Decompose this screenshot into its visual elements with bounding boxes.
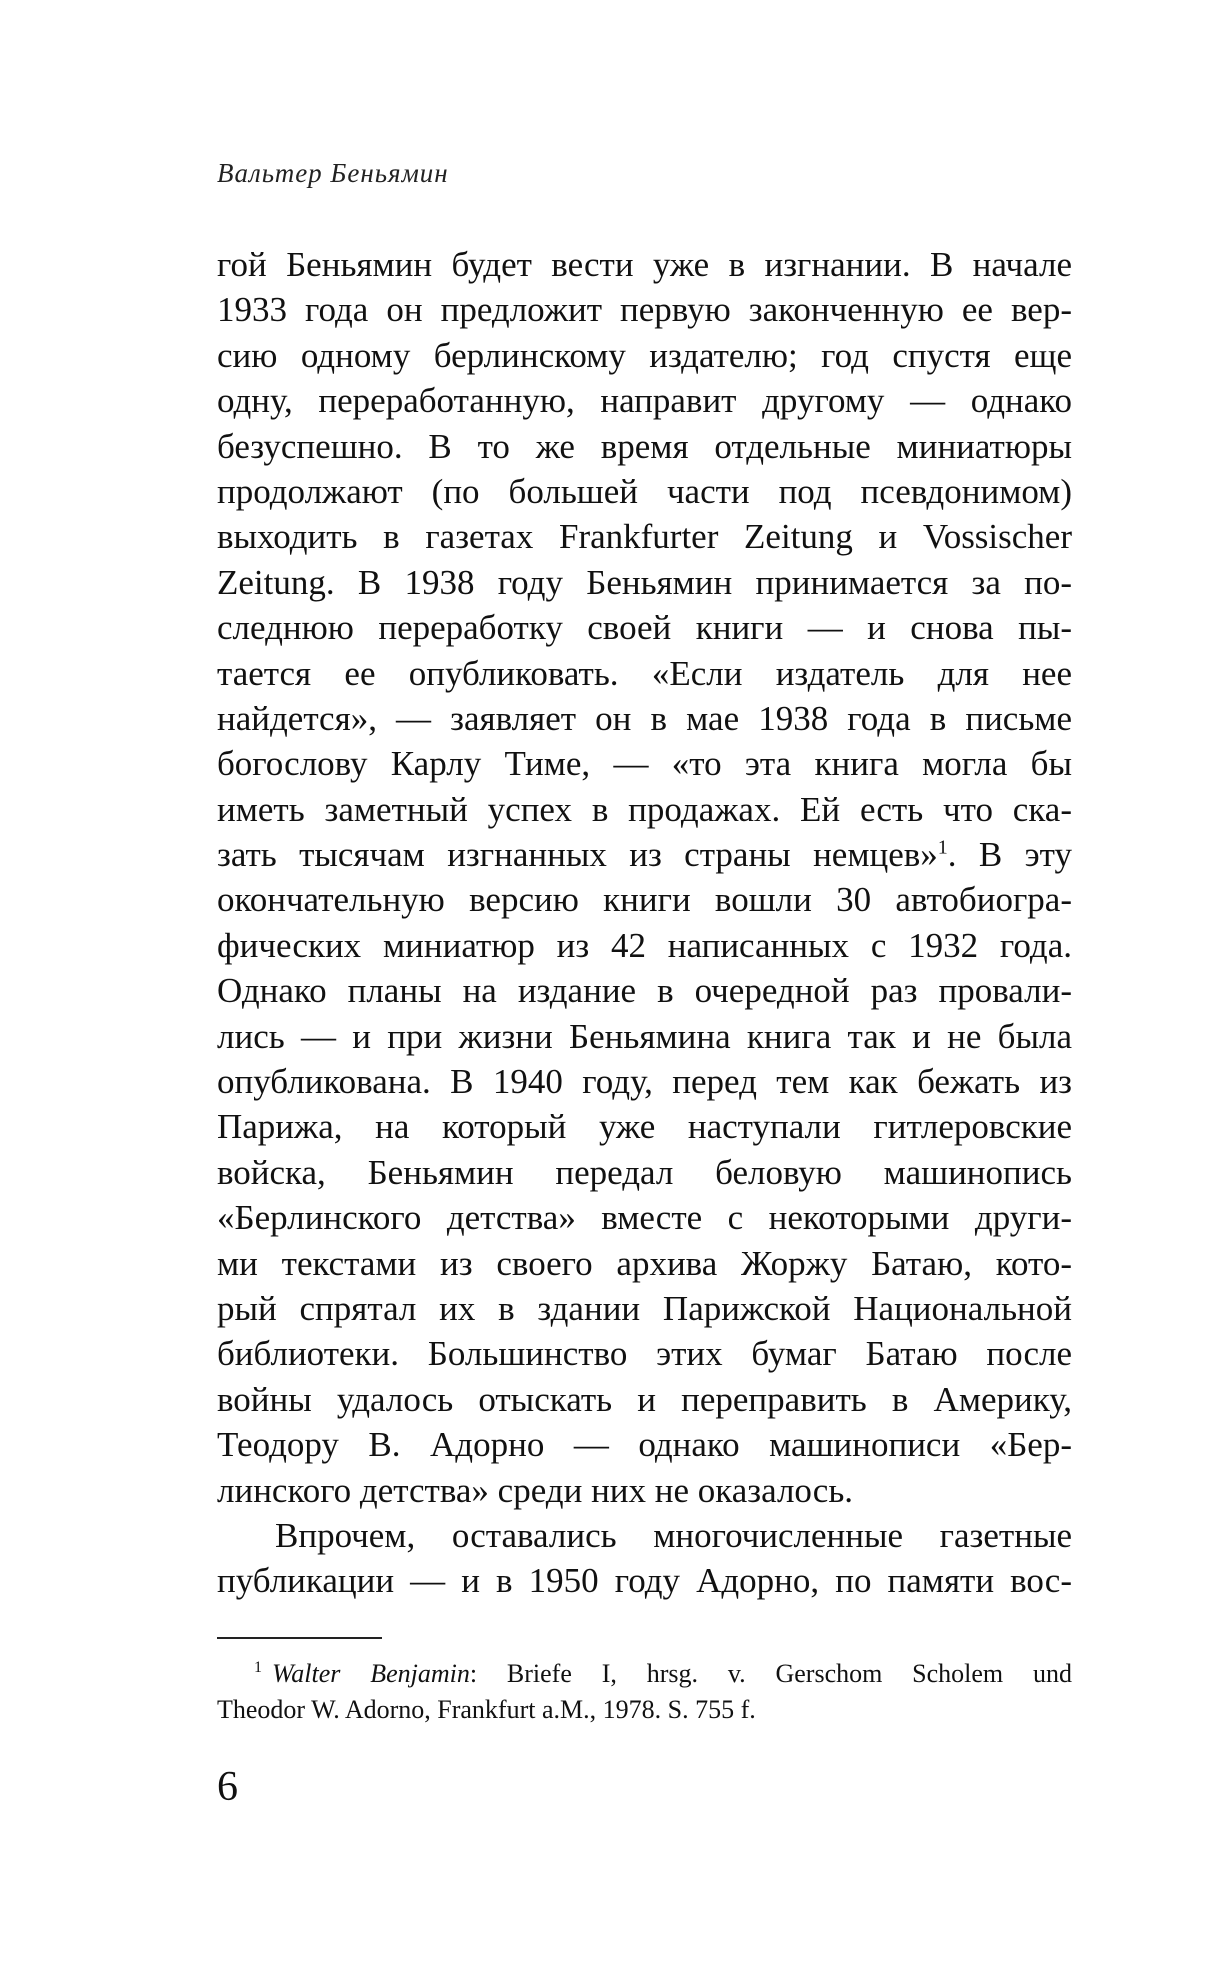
text-line: сию одному берлинскому издателю; год спустя еще: [217, 335, 1072, 375]
text-line: библиотеки. Большинство этих бумаг Батаю после: [217, 1334, 1072, 1374]
text-line: продолжают (по большей части под псевдонимом): [217, 471, 1072, 511]
text-line: ми текстами из своего архива Жоржу Батаю, кото-: [217, 1243, 1072, 1283]
text-line: тается ее опубликовать. «Если издатель для нее: [217, 653, 1072, 693]
text-line: 1933 года он предложит первую законченную ее вер-: [217, 290, 1072, 330]
footnote-line: [217, 1656, 1072, 1692]
text-line: «Берлинского детства» вместе с некоторыми други-: [217, 1198, 1072, 1238]
footnote-mark: 1: [254, 1659, 262, 1677]
text-line: найдется», — заявляет он в мае 1938 года в письме: [217, 698, 1072, 738]
text-line: публикации — и в 1950 году Адорно, по памяти вос-: [217, 1561, 1072, 1601]
text-line: Zeitung. В 1938 году Беньямин принимается за по-: [217, 562, 1072, 602]
footnote-divider: [217, 1637, 382, 1639]
running-header: Вальтер Беньямин: [217, 158, 449, 188]
text-line: Однако планы на издание в очередной раз провали-: [217, 971, 1072, 1011]
text-line: богослову Карлу Тиме, — «то эта книга могла бы: [217, 744, 1072, 784]
text-line: Теодору В. Адорно — однако машинописи «Бер-: [217, 1425, 1072, 1465]
text-line: следнюю переработку своей книги — и снова пы-: [217, 608, 1072, 648]
footnote-citation: : Briefe I, hrsg. v. Gerschom Scholem und: [469, 1659, 1072, 1688]
text-line-with-footnote-ref: [217, 832, 1072, 877]
text-line-end: . В эту: [947, 835, 1072, 875]
footnote-ref-mark[interactable]: 1: [937, 836, 948, 859]
page-number: 6: [217, 1764, 238, 1810]
text-line-paragraph-start: Впрочем, оставались многочисленные газетные: [275, 1515, 1072, 1555]
text-line: безуспешно. В то же время отдельные миниатюры: [217, 426, 1072, 466]
text-line: рый спрятал их в здании Парижской Национальной: [217, 1288, 1072, 1328]
text-line: окончательную версию книги вошли 30 автобиогра-: [217, 880, 1072, 920]
text-line: Парижа, на который уже наступали гитлеровские: [217, 1107, 1072, 1147]
text-line: войска, Беньямин передал беловую машинопись: [217, 1152, 1072, 1192]
text-line: одну, переработанную, направит другому — однако: [217, 381, 1072, 421]
text-line: выходить в газетах Frankfurter Zeitung и Vossischer: [217, 517, 1072, 557]
text-line: иметь заметный успех в продажах. Ей есть что ска-: [217, 789, 1072, 829]
text-line: войны удалось отыскать и переправить в Америку,: [217, 1379, 1072, 1419]
text-line: лись — и при жизни Беньямина книга так и не была: [217, 1016, 1072, 1056]
text-line: фических миниатюр из 42 написанных с 1932 года.: [217, 925, 1072, 965]
text-line: гой Беньямин будет вести уже в изгнании. В начале: [217, 245, 1072, 284]
footnote-line: Theodor W. Adorno, Frankfurt a.M., 1978. S. 755 f.: [217, 1695, 756, 1724]
text-line: опубликована. В 1940 году, перед тем как бежать из: [217, 1062, 1072, 1102]
footnote-author: Walter Benjamin: [272, 1659, 470, 1688]
text-line-start: зать тысячам изгнанных из страны немцев»: [217, 835, 938, 875]
text-line-paragraph-end: линского детства» среди них не оказалось.: [217, 1470, 854, 1510]
footnote: [217, 1656, 1072, 1728]
body-text: [217, 242, 1072, 1604]
